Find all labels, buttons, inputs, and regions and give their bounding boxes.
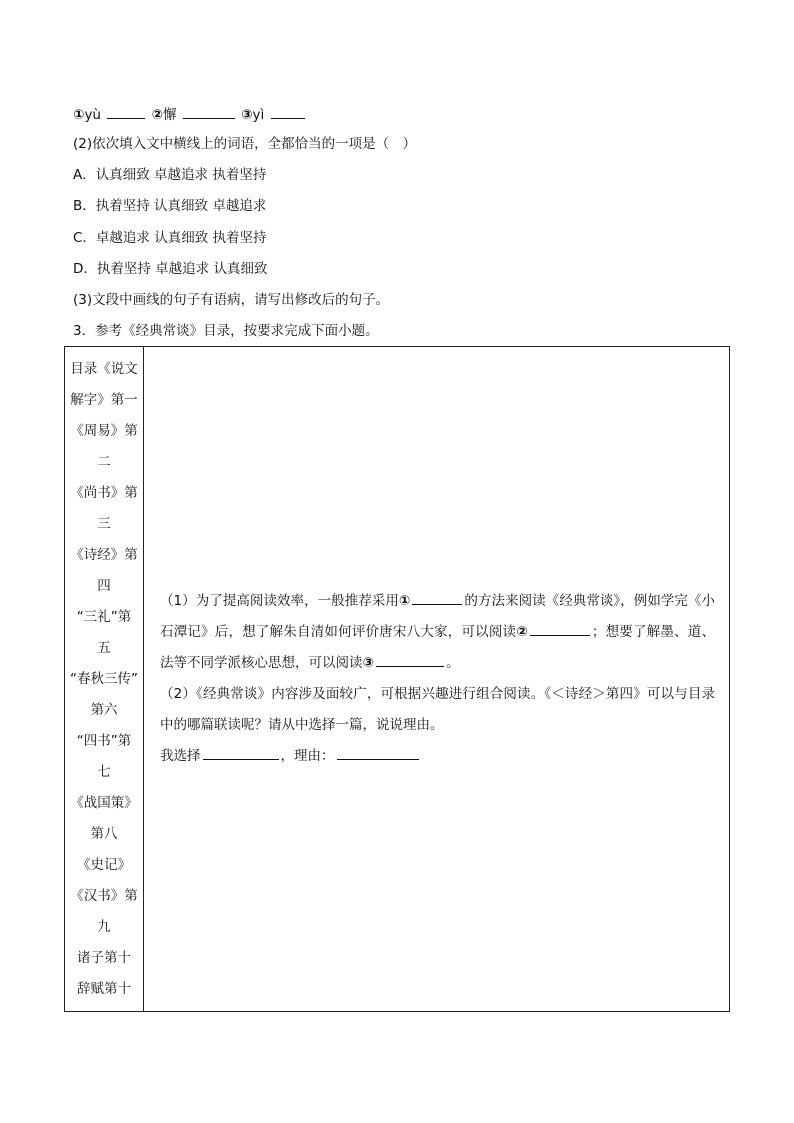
toc-line: 《史记》	[77, 856, 131, 873]
option-b[interactable]: B．执着坚持 认真细致 卓越追求	[73, 198, 267, 214]
toc-line: 诸子第十	[77, 949, 131, 966]
answer-line	[160, 741, 715, 772]
toc-line: 五	[97, 639, 111, 656]
toc-line: 辞赋第十	[77, 980, 131, 997]
subquestion-3-1	[160, 586, 715, 679]
toc-line: 四	[97, 577, 111, 594]
toc-line: “春秋三传”	[70, 670, 138, 687]
toc-line: 第八	[90, 825, 118, 842]
q1-text-a: （1）为了提高阅读效率，一般推荐采用	[160, 593, 399, 609]
marker-1: ①	[73, 107, 85, 123]
subquestion-3: (3)文段中画线的句子有语病，请写出修改后的句子。	[73, 292, 390, 308]
toc-line: 解字》第一	[70, 391, 138, 408]
q1-blank-3[interactable]	[376, 651, 444, 667]
reason-label: ，理由：	[280, 748, 335, 764]
subquestion-3-2: （2）《经典常谈》内容涉及面较广，可根据兴趣进行组合阅读。《＜诗经＞第四》可以与目录中的哪篇联读呢？请从中选择一篇，说说理由。	[160, 686, 715, 733]
q1-marker-1: ①	[398, 593, 411, 609]
toc-line: 《诗经》第	[70, 546, 138, 563]
toc-line: 《尚书》第	[70, 484, 138, 501]
q1-marker-3: ③	[362, 655, 374, 671]
toc-line: 目录《说文	[70, 360, 138, 377]
pinyin-fill-line	[73, 104, 307, 125]
questions-cell	[144, 347, 730, 1012]
q1-marker-2: ②	[516, 624, 528, 640]
char-2: 懈	[163, 107, 177, 123]
toc-line: 第六	[90, 701, 118, 718]
option-d[interactable]: D．执着坚持 卓越追求 认真细致	[73, 261, 268, 277]
answer-blank-1[interactable]	[107, 104, 145, 119]
marker-2: ②	[151, 107, 164, 123]
option-a[interactable]: A．认真细致 卓越追求 执着坚持	[73, 167, 267, 183]
q1-text-d: 。	[445, 655, 460, 671]
pinyin-3: yì	[252, 107, 265, 123]
choice-label: 我选择	[160, 748, 201, 764]
toc-line: 二	[97, 453, 111, 470]
q1-blank-2[interactable]	[530, 620, 590, 636]
answer-blank-3[interactable]	[271, 104, 305, 119]
toc-line: 《汉书》第	[70, 887, 138, 904]
question-3-table	[64, 346, 730, 1012]
toc-line: 九	[97, 918, 111, 935]
q1-text-c: ；想要了解墨、道、法等不同学派核心思想，可以阅读	[160, 624, 716, 671]
toc-line: 《战国策》	[70, 794, 138, 811]
reason-blank[interactable]	[337, 744, 419, 760]
toc-line: “三礼”第	[76, 608, 132, 625]
toc-line: 七	[97, 763, 111, 780]
option-c[interactable]: C．卓越追求 认真细致 执着坚持	[73, 230, 267, 246]
q1-text-b: 的方法来阅读《经典常谈》，例如学完《小石潭记》后，想了解朱自清如何评价唐宋八大家，可以阅读	[160, 593, 715, 640]
subquestion-2: (2)依次填入文中横线上的词语，全都恰当的一项是（ ）	[73, 136, 417, 152]
marker-3: ③	[241, 107, 253, 123]
table-of-contents-cell	[65, 347, 144, 1012]
choice-blank[interactable]	[203, 744, 279, 760]
answer-blank-2[interactable]	[183, 104, 235, 119]
toc-line: 三	[97, 515, 111, 532]
q1-blank-1[interactable]	[412, 589, 462, 605]
pinyin-1: yù	[84, 107, 101, 123]
toc-line: 《周易》第	[70, 422, 138, 439]
question-3-title: 3．参考《经典常谈》目录，按要求完成下面小题。	[73, 323, 379, 339]
toc-line: “四书”第	[76, 732, 132, 749]
